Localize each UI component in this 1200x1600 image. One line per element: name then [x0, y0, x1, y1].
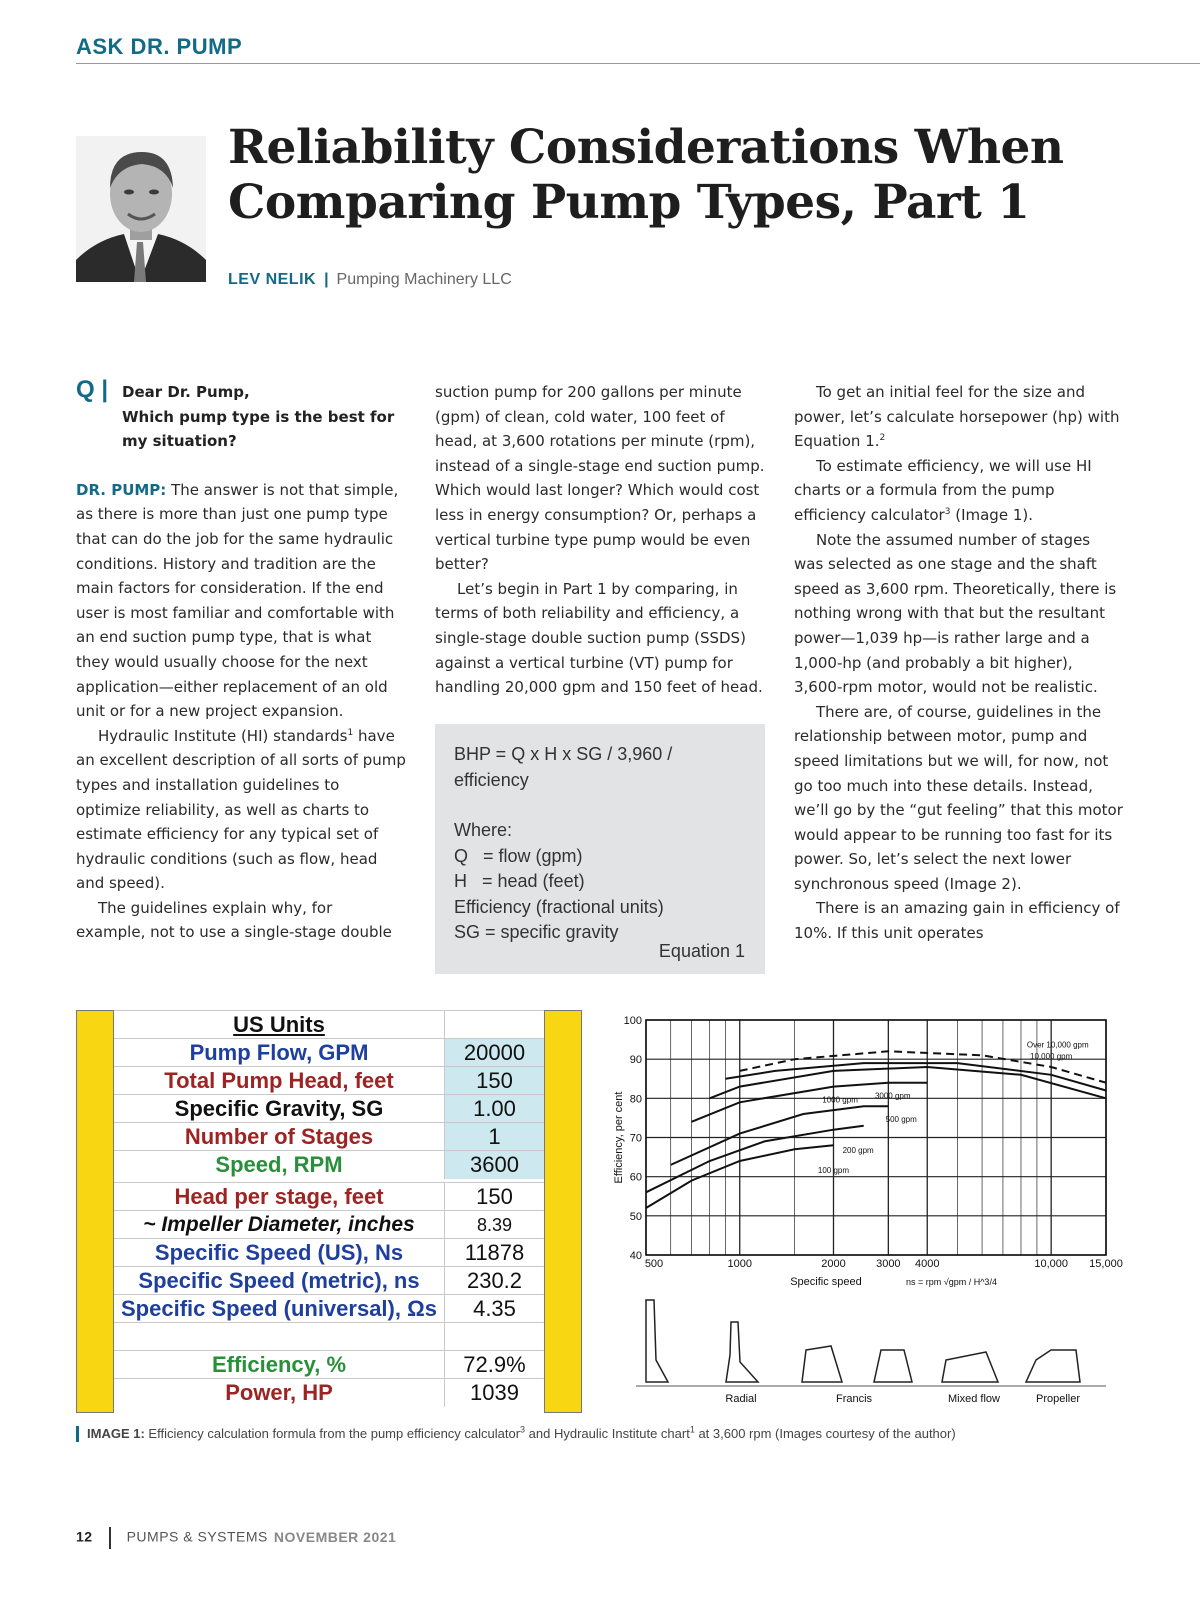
equation-label: Equation 1: [658, 940, 745, 961]
page-number: 12: [76, 1528, 93, 1545]
column-1: [76, 376, 406, 945]
calculator-row: [114, 1378, 544, 1406]
x-axis-formula: ns = rpm √gpm / H^3/4: [906, 1277, 997, 1287]
calculator-row: [114, 1150, 544, 1178]
pump-efficiency-calculator: [76, 1010, 606, 1415]
curve-label: 100 gpm: [817, 1165, 850, 1175]
calculator-row-label: Specific Speed (metric), ns: [138, 1268, 420, 1293]
col3-paragraph-5: There is an amazing gain in efficiency of 10%. If this unit operates: [794, 899, 1120, 943]
calculator-blank-row: [114, 1322, 544, 1350]
x-tick-label: 2000: [821, 1258, 846, 1270]
footer-divider: [109, 1527, 111, 1549]
calculator-right-bar: [544, 1010, 582, 1413]
calculator-row-value: 72.9%: [444, 1351, 544, 1379]
curve-label: 200 gpm: [842, 1146, 874, 1156]
calculator-row: [114, 1266, 544, 1294]
y-tick-label: 90: [629, 1054, 642, 1067]
col3-paragraph-1: To get an initial feel for the size and power, let’s calculate horsepower (hp) with Equation 1.$^2$: [794, 383, 1120, 451]
calculator-row-value: 230.2: [444, 1267, 544, 1295]
author-company: Pumping Machinery LLC: [336, 271, 512, 288]
calculator-row: [114, 1066, 544, 1094]
calculator-row-value: 11878: [444, 1239, 544, 1267]
x-axis-label: Specific speed: [790, 1276, 862, 1288]
calculator-row-value: 1039: [444, 1379, 544, 1407]
calculator-row-label: Power, HP: [225, 1380, 333, 1405]
calculator-row: [114, 1238, 544, 1266]
impeller-type-label: Francis: [835, 1393, 873, 1405]
question-line-2: Which pump type is the best for my situation?: [122, 407, 395, 451]
calculator-row-value[interactable]: 1.00: [444, 1095, 544, 1123]
impeller-type-label: Propeller: [1035, 1393, 1081, 1405]
calculator-row: [114, 1294, 544, 1322]
equation-where: Where:: [454, 820, 513, 840]
equation-formula: BHP = Q x H x SG / 3,960 / efficiency: [454, 744, 673, 790]
column-3: [794, 380, 1124, 946]
article-title: [228, 120, 1128, 230]
calculator-row-label: Speed, RPM: [215, 1152, 343, 1177]
question-mark: Q |: [76, 376, 109, 403]
answer-paragraph-3: The guidelines explain why, for example, not to use a single-stage double: [76, 898, 392, 942]
y-tick-label: 70: [629, 1132, 642, 1145]
curve-label: 3000 gpm: [874, 1091, 911, 1101]
calculator-row-value[interactable]: 150: [444, 1067, 544, 1095]
y-tick-label: 60: [629, 1171, 642, 1184]
calculator-row: [114, 1210, 544, 1238]
calculator-row-value[interactable]: 1: [444, 1123, 544, 1151]
impeller-type-label: Mixed flow: [948, 1393, 1000, 1405]
answer-lead: DR. PUMP:: [76, 480, 167, 499]
y-tick-label: 40: [629, 1250, 642, 1262]
calculator-row-value: 150: [444, 1183, 544, 1211]
equation-q: Q = flow (gpm): [454, 845, 583, 866]
curve-label: 500 gpm: [885, 1114, 917, 1124]
calculator-row: [114, 1094, 544, 1122]
calculator-row: [114, 1182, 544, 1210]
calculator-row-label: Efficiency, %: [211, 1352, 347, 1377]
curve-label: Over 10,000 gpm: [1026, 1040, 1089, 1050]
column-2: [435, 380, 770, 700]
calculator-row-value: 4.35: [444, 1295, 544, 1323]
byline-separator: |: [324, 271, 329, 288]
equation-box: [435, 724, 765, 974]
calculator-header: [114, 1010, 544, 1038]
image-1-figure: [76, 1010, 1124, 1415]
author-name: LEV NELIK: [228, 271, 317, 288]
section-tag: ASK DR. PUMP: [76, 34, 243, 59]
question-block: [76, 376, 406, 454]
equation-efficiency: Efficiency (fractional units): [454, 896, 664, 917]
x-tick-label: 4000: [914, 1258, 940, 1270]
calculator-row: [114, 1350, 544, 1378]
calculator-header-value: [444, 1011, 544, 1039]
col2-paragraph-1: suction pump for 200 gallons per minute (gpm) of clean, cold water, 100 feet of head, at 3,600 rotations per minute (rpm), instead of a single-stage end suction pump. Which would last longer? Which would cost less in energy consumption? Or, perhaps a vertical turbine type pump would be even better?: [435, 383, 765, 574]
impeller-type-label: Radial: [725, 1393, 757, 1405]
calculator-row: [114, 1038, 544, 1066]
y-axis-label: Efficiency, per cent: [613, 1091, 625, 1184]
curve-label: 10,000 gpm: [1030, 1052, 1073, 1062]
calculator-row-value: 8.39: [444, 1211, 544, 1239]
curve-label: 1000 gpm: [822, 1095, 858, 1105]
calculator-row-value[interactable]: 20000: [444, 1039, 544, 1067]
answer-paragraph-1: DR. PUMP: The answer is not that simple, as there is more than just one pump type that can do the job for the same hydraulic conditions. History and tradition are the main factors for consideration. If the end user is most familiar and comfortable with an end suction pump type, that is what they would usually choose for the next application—either replacement of an old unit or for a new project expansion.: [76, 480, 399, 721]
calculator-row-label: ~ Impeller Diameter, inches: [143, 1213, 415, 1236]
calculator-row-value[interactable]: 3600: [444, 1151, 544, 1179]
byline: [228, 271, 512, 289]
calculator-row: [114, 1122, 544, 1150]
calculator-row-label: Total Pump Head, feet: [164, 1068, 394, 1093]
calculator-row-label: Head per stage, feet: [174, 1184, 384, 1209]
y-tick-label: 50: [629, 1210, 642, 1223]
x-tick-label: 3000: [876, 1258, 901, 1270]
title-line-2: Comparing Pump Types, Part 1: [228, 175, 1030, 230]
question-line-1: Dear Dr. Pump,: [122, 383, 250, 401]
calculator-row-label: Pump Flow, GPM: [189, 1040, 369, 1065]
chart-background: [606, 1010, 1124, 1415]
page-footer: [76, 1527, 396, 1549]
hi-efficiency-chart: [606, 1010, 1124, 1415]
equation-sg: SG = specific gravity: [454, 922, 619, 942]
author-photo: [76, 136, 206, 282]
x-tick-label: 500: [644, 1258, 664, 1270]
calculator-row-label: Specific Speed (universal), Ωs: [121, 1296, 437, 1321]
equation-h: H = head (feet): [454, 871, 585, 891]
calculator-row-label: Specific Gravity, SG: [174, 1096, 384, 1121]
issue-date: NOVEMBER 2021: [273, 1528, 397, 1545]
y-tick-label: 100: [623, 1015, 642, 1027]
col3-paragraph-2: To estimate efficiency, we will use HI charts or a formula from the pump efficiency calculator$^3$ (Image 1).: [794, 456, 1092, 524]
x-tick-label: 15,000: [1089, 1258, 1123, 1270]
col2-paragraph-2: Let’s begin in Part 1 by comparing, in terms of both reliability and efficiency, a single-stage double suction pump (SSDS) against a vertical turbine (VT) pump for handling 20,000 gpm and 150 feet of head.: [435, 579, 763, 697]
answer-paragraph-2: Hydraulic Institute (HI) standards$^1$ have an excellent description of all sorts of pump types and installation guidelines to optimize reliability, as well as charts to estimate efficiency for any typical set of hydraulic conditions (such as flow, head and speed).: [76, 726, 406, 893]
col3-paragraph-4: There are, of course, guidelines in the relationship between motor, pump and speed limitations but we will, for now, not go too much into these details. Instead, we’ll go by the “gut feeling” that this motor would appear to be running too fast for its power. So, let’s select the next lower synchronous speed (Image 2).: [794, 702, 1123, 893]
x-tick-label: 10,000: [1034, 1258, 1068, 1270]
col3-paragraph-3: Note the assumed number of stages was selected as one stage and the shaft speed as 3,600 rpm. Theoretically, there is nothing wrong with that but the resultant power—1,039 hp—is rather large and a 1,000-hp (and probably a bit higher), 3,600-rpm motor, would not be realistic.: [794, 530, 1117, 697]
y-tick-label: 80: [629, 1093, 642, 1106]
calculator-blank-value: [444, 1323, 544, 1351]
figure-caption: IMAGE 1: Efficiency calculation formula from the pump efficiency calculator$^3$ and Hydraulic Institute chart$^1$ at 3,600 rpm (Images courtesy of the author): [76, 1426, 956, 1442]
title-line-1: Reliability Considerations When: [228, 120, 1064, 175]
header-divider: [76, 63, 1200, 64]
publication-name: PUMPS & SYSTEMS: [126, 1528, 268, 1545]
calculator-row-label: Specific Speed (US), Ns: [154, 1240, 404, 1265]
calculator-left-bar: [76, 1010, 114, 1413]
calculator-header-label: US Units: [233, 1012, 325, 1037]
calculator-row-label: Number of Stages: [184, 1124, 374, 1149]
x-tick-label: 1000: [727, 1258, 752, 1270]
